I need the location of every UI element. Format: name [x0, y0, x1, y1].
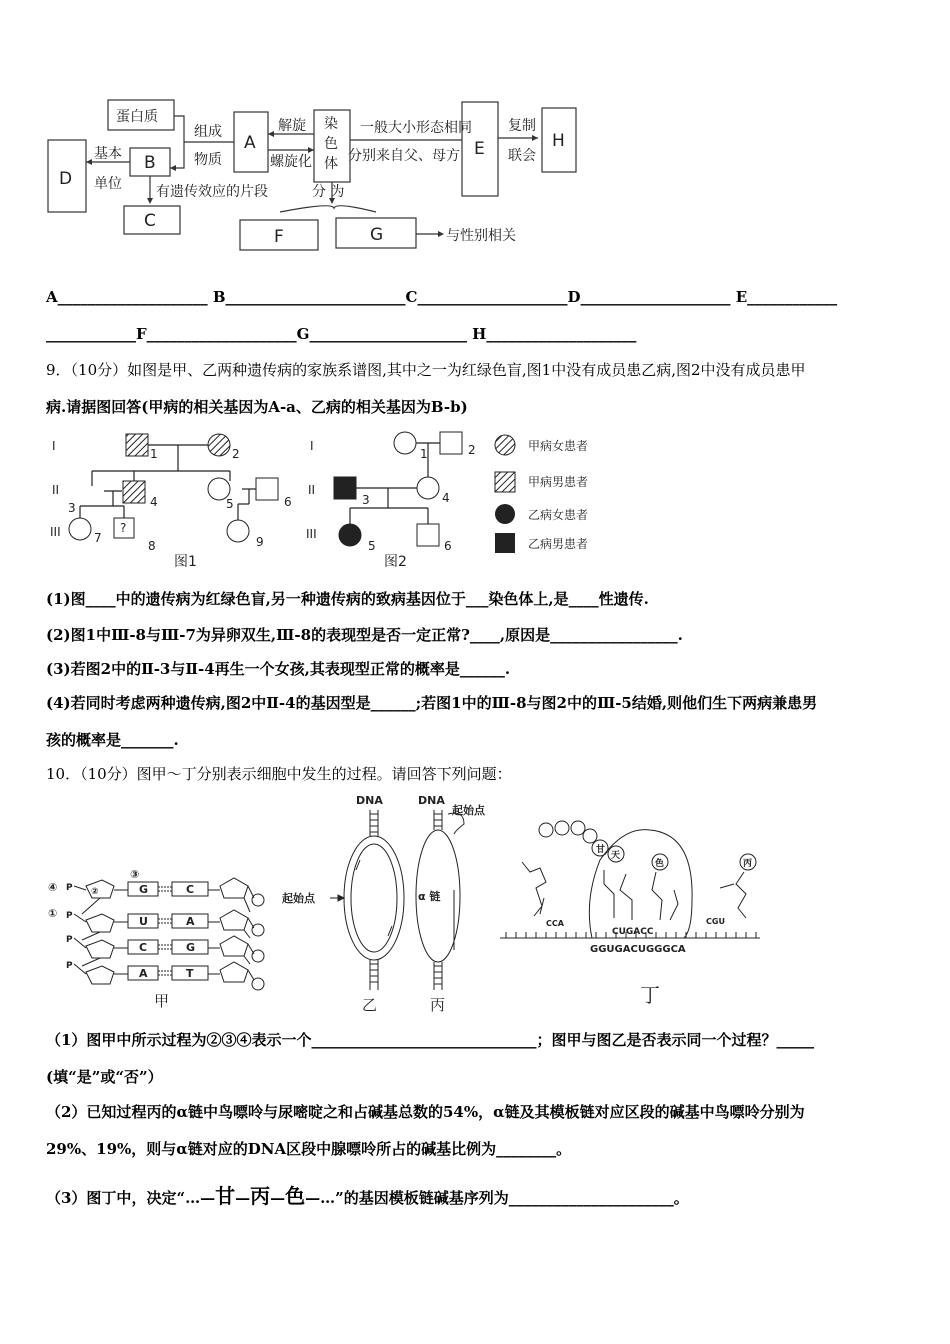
num-2: 2 — [232, 447, 240, 461]
num-6: 6 — [284, 495, 292, 509]
aa-label-3: 色 — [655, 859, 665, 869]
fig2-II3 — [334, 477, 356, 499]
q10-sub-1a: （1）图甲中所示过程为②③④表示一个______________________________；图甲与图乙是否表示同一个过程？_____ — [46, 1031, 814, 1049]
p-label-3: P — [66, 935, 73, 945]
num-3: 3 — [68, 501, 76, 515]
num-question: ? — [120, 521, 127, 535]
q10-sub-3: （3）图丁中，决定“…—甘—丙—色—…”的基因模板链碱基序列为______________________。 — [46, 1184, 689, 1208]
q9-stem-1: 9．（10分）如图是甲、乙两种遗传病的家族系谱图,其中之一为红绿色盲,图1中没有成员患乙病,图2中没有成员患甲 — [46, 361, 806, 379]
q10-sub-3-pre: （3）图丁中，决定“…— — [46, 1189, 216, 1207]
answer-line-1: A____________________ B________________________C____________________D____________________ E____________ — [46, 288, 838, 306]
label-ding: 丁 — [640, 983, 660, 1007]
q9-stem-2: 病.请据图回答(甲病的相关基因为A-a、乙病的相关基因为B-b) — [46, 398, 468, 416]
mrna-label: GGUGACUGGGCA — [590, 944, 686, 955]
fig2-caption: 图2 — [384, 554, 407, 570]
aa-label-1: 甘 — [596, 845, 606, 855]
fig1-gen-II: II — [52, 483, 60, 497]
q9-sub-3: (3)若图2中的Ⅱ-3与Ⅱ-4再生一个女孩,其表现型正常的概率是______. — [46, 660, 511, 678]
q10-sub-3-post: —…”的基因模板链碱基序列为______________________。 — [305, 1189, 689, 1207]
q10-sub-3-glyph-ala: 丙 — [250, 1184, 271, 1208]
q10-sub-2a: （2）已知过程丙的α链中鸟嘌呤与尿嘧啶之和占碱基总数的54%，α链及其模板链对应区段的碱基中鸟嘌呤分别为 — [46, 1103, 805, 1121]
num-9: 9 — [256, 535, 264, 549]
fig2-num-3: 3 — [362, 493, 370, 507]
num-1: 1 — [150, 447, 158, 461]
right-base-3: G — [186, 941, 196, 954]
label-chrom3: 体 — [324, 156, 338, 172]
legend-jia-male-icon — [495, 472, 515, 492]
q9-sub-4b: 孩的概率是_______. — [46, 731, 179, 749]
fig1-I1 — [126, 434, 148, 456]
label-bing: 丙 — [430, 996, 446, 1014]
fig1-I2 — [208, 434, 230, 456]
left-base-4: A — [139, 967, 148, 980]
letter-A: A — [244, 133, 256, 153]
fig2-gen-II: II — [308, 483, 316, 497]
fig2-I2 — [440, 432, 462, 454]
p-label-1: P — [66, 883, 73, 893]
fig2-I1 — [394, 432, 416, 454]
label-synapse: 联会 — [508, 148, 536, 164]
letter-G: G — [370, 225, 384, 245]
left-base-2: U — [139, 915, 148, 928]
letter-H: H — [552, 131, 565, 151]
fig2-II4 — [417, 477, 439, 499]
q9-sub-4a: (4)若同时考虑两种遗传病,图2中Ⅱ-4的基因型是______;若图1中的Ⅲ-8与图2中的Ⅲ-5结婚,则他们生下两病兼患男 — [46, 694, 818, 712]
label-chrom1: 染 — [324, 116, 338, 132]
label-same-shape: 一般大小形态相同 — [360, 120, 472, 136]
process-diagram — [44, 790, 764, 1012]
aa-label-4: 丙 — [743, 859, 753, 869]
codon-label-2: CUGACC — [612, 927, 654, 937]
fig2-num-6: 6 — [444, 539, 452, 553]
fig2-num-5: 5 — [368, 539, 376, 553]
fig1-III7 — [69, 518, 91, 540]
right-base-2: A — [186, 915, 195, 928]
label-sex-related: 与性别相关 — [446, 228, 516, 244]
label-basic: 基本 — [94, 146, 122, 162]
legend-jia-female-icon — [495, 435, 515, 455]
letter-C: C — [144, 211, 156, 231]
q9-sub-2: (2)图1中Ⅲ-8与Ⅲ-7为异卵双生,Ⅲ-8的表现型是否一定正常?____,原因是_________________. — [46, 626, 683, 644]
fig1-gen-III: III — [50, 525, 61, 539]
right-base-1: C — [186, 883, 195, 896]
label-yi: 乙 — [362, 996, 378, 1014]
label-chrom2: 色 — [324, 136, 338, 152]
right-base-4: T — [186, 967, 194, 980]
circle-4-label: ④ — [48, 881, 58, 894]
circle-1-label: ① — [48, 907, 58, 920]
dna-label-1: DNA — [356, 794, 383, 807]
q10-sub-2b: 29%、19%，则与α链对应的DNA区段中腺嘌呤所占的碱基比例为________。 — [46, 1140, 572, 1158]
left-base-1: G — [139, 883, 149, 896]
origin-label-2: 起始点 — [452, 804, 485, 817]
label-coil: 螺旋化 — [270, 154, 312, 170]
fig1-II6 — [256, 478, 278, 500]
codon-label-1: CCA — [546, 919, 564, 928]
legend-jia-male: 甲病男患者 — [528, 475, 589, 489]
left-base-3: C — [139, 941, 148, 954]
label-unwind: 解旋 — [278, 118, 306, 134]
letter-D: D — [59, 169, 73, 189]
letter-F: F — [274, 227, 284, 247]
concept-map-diagram — [44, 96, 565, 256]
legend-yi-female: 乙病女患者 — [528, 508, 589, 522]
fig2-num-1: 1 — [420, 447, 428, 461]
label-protein: 蛋白质 — [116, 109, 158, 125]
legend-yi-male-icon — [495, 533, 515, 553]
dna-label-2: DNA — [418, 794, 445, 807]
alpha-chain-label: α 链 — [418, 890, 441, 903]
fig2-gen-I: I — [310, 439, 314, 453]
legend-jia-female: 甲病女患者 — [528, 439, 589, 453]
q10-stem: 10．（10分）图甲～丁分别表示细胞中发生的过程。请回答下列问题： — [46, 765, 512, 783]
fig1-III9 — [227, 520, 249, 542]
fig2-num-2: 2 — [468, 443, 476, 457]
fig2-III5 — [339, 524, 361, 546]
fig2-III6 — [417, 524, 439, 546]
label-unit: 单位 — [94, 176, 122, 192]
label-replicate: 复制 — [508, 118, 536, 134]
q10-sub-3-glyph-trp: 色 — [285, 1184, 306, 1208]
fig1-gen-I: I — [52, 439, 56, 453]
fig1-caption: 图1 — [174, 554, 197, 570]
codon-label-3: CGU — [706, 917, 725, 926]
aa-label-2: 天 — [611, 851, 621, 861]
circle-2-label: ② — [91, 887, 99, 897]
label-compose: 组成 — [194, 124, 222, 140]
fig1-II4 — [123, 481, 145, 503]
fig2-gen-III: III — [306, 527, 317, 541]
letter-B: B — [144, 153, 156, 173]
legend-yi-female-icon — [495, 504, 515, 524]
label-divide: 分 为 — [312, 184, 345, 200]
fig2-num-4: 4 — [442, 491, 450, 505]
p-label-4: P — [66, 961, 73, 971]
label-from-parents: 分别来自父、母方 — [348, 148, 460, 164]
q10-sub-3-glyph-gly: 甘 — [215, 1184, 236, 1208]
answer-line-2: ____________F____________________G_____________________ H____________________ — [46, 325, 637, 343]
num-5: 5 — [226, 497, 234, 511]
label-substance: 物质 — [194, 152, 222, 168]
circle-3-label: ③ — [130, 868, 140, 881]
label-effect-segment: 有遗传效应的片段 — [156, 184, 268, 200]
num-7: 7 — [94, 531, 102, 545]
letter-E: E — [474, 139, 485, 159]
origin-label-1: 起始点 — [282, 892, 315, 905]
p-label-2: P — [66, 911, 73, 921]
pedigree-diagram — [44, 426, 614, 570]
num-4: 4 — [150, 495, 158, 509]
label-jia: 甲 — [154, 992, 170, 1010]
q9-sub-1: (1)图____中的遗传病为红绿色盲,另一种遗传病的致病基因位于___染色体上,是____性遗传. — [46, 590, 649, 608]
num-8: 8 — [148, 539, 156, 553]
q10-sub-1b: (填“是”或“否”） — [46, 1068, 163, 1086]
legend-yi-male: 乙病男患者 — [528, 537, 589, 551]
